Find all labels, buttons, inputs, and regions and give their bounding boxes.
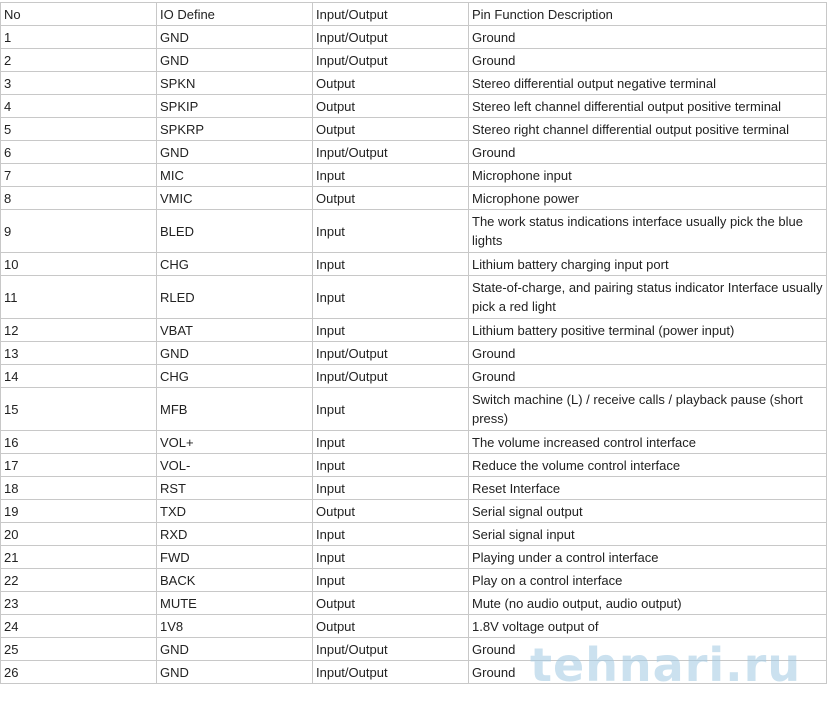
cell-io: GND <box>157 661 313 684</box>
cell-io: MIC <box>157 164 313 187</box>
cell-io: GND <box>157 141 313 164</box>
cell-no: 9 <box>1 210 157 253</box>
cell-desc: Serial signal output <box>469 500 827 523</box>
table-row <box>1 454 827 477</box>
table-row <box>1 210 827 253</box>
cell-io: VMIC <box>157 187 313 210</box>
table-row <box>1 276 827 319</box>
cell-desc: Lithium battery positive terminal (power input) <box>469 319 827 342</box>
cell-dir: Input/Output <box>313 26 469 49</box>
cell-io: GND <box>157 26 313 49</box>
cell-dir: Input <box>313 523 469 546</box>
cell-dir: Input/Output <box>313 342 469 365</box>
table-row <box>1 95 827 118</box>
cell-io: RXD <box>157 523 313 546</box>
cell-no: 4 <box>1 95 157 118</box>
cell-no: 26 <box>1 661 157 684</box>
cell-no: 5 <box>1 118 157 141</box>
cell-desc: Ground <box>469 141 827 164</box>
table-row <box>1 615 827 638</box>
cell-no: 16 <box>1 431 157 454</box>
cell-dir: Input <box>313 319 469 342</box>
cell-no: 20 <box>1 523 157 546</box>
cell-dir: Input <box>313 454 469 477</box>
cell-io: CHG <box>157 365 313 388</box>
cell-desc: Microphone power <box>469 187 827 210</box>
cell-desc: Reduce the volume control interface <box>469 454 827 477</box>
cell-io: VOL- <box>157 454 313 477</box>
pin-table <box>0 2 827 684</box>
cell-io: VBAT <box>157 319 313 342</box>
header-pin-function: Pin Function Description <box>469 3 827 26</box>
cell-io: GND <box>157 638 313 661</box>
table-row <box>1 500 827 523</box>
cell-dir: Input <box>313 253 469 276</box>
cell-no: 3 <box>1 72 157 95</box>
cell-desc: Reset Interface <box>469 477 827 500</box>
table-row <box>1 342 827 365</box>
cell-dir: Output <box>313 187 469 210</box>
cell-dir: Input/Output <box>313 365 469 388</box>
cell-desc: The volume increased control interface <box>469 431 827 454</box>
cell-desc: Stereo differential output negative terminal <box>469 72 827 95</box>
cell-desc: Play on a control interface <box>469 569 827 592</box>
cell-no: 13 <box>1 342 157 365</box>
cell-dir: Input/Output <box>313 49 469 72</box>
cell-dir: Input <box>313 210 469 253</box>
cell-dir: Input/Output <box>313 661 469 684</box>
cell-dir: Output <box>313 592 469 615</box>
cell-desc: Ground <box>469 638 827 661</box>
cell-io: SPKN <box>157 72 313 95</box>
cell-no: 18 <box>1 477 157 500</box>
cell-io: 1V8 <box>157 615 313 638</box>
table-row <box>1 592 827 615</box>
cell-io: RLED <box>157 276 313 319</box>
cell-no: 8 <box>1 187 157 210</box>
cell-io: SPKRP <box>157 118 313 141</box>
cell-desc: 1.8V voltage output of <box>469 615 827 638</box>
header-io-define: IO Define <box>157 3 313 26</box>
cell-dir: Output <box>313 95 469 118</box>
cell-dir: Input <box>313 546 469 569</box>
cell-desc: Microphone input <box>469 164 827 187</box>
cell-no: 6 <box>1 141 157 164</box>
cell-desc: State-of-charge, and pairing status indicator Interface usually pick a red light <box>469 276 827 319</box>
cell-dir: Input <box>313 164 469 187</box>
cell-desc: Ground <box>469 342 827 365</box>
table-row <box>1 118 827 141</box>
cell-no: 11 <box>1 276 157 319</box>
cell-io: CHG <box>157 253 313 276</box>
table-row <box>1 638 827 661</box>
header-row <box>1 3 827 26</box>
cell-no: 19 <box>1 500 157 523</box>
table-row <box>1 72 827 95</box>
cell-no: 12 <box>1 319 157 342</box>
table-row <box>1 49 827 72</box>
cell-dir: Output <box>313 500 469 523</box>
watermark: tehnari.ru <box>530 638 802 692</box>
table-row <box>1 431 827 454</box>
cell-desc: Serial signal input <box>469 523 827 546</box>
cell-io: BACK <box>157 569 313 592</box>
cell-dir: Input <box>313 431 469 454</box>
cell-desc: Lithium battery charging input port <box>469 253 827 276</box>
table-row <box>1 253 827 276</box>
table-row <box>1 26 827 49</box>
cell-no: 25 <box>1 638 157 661</box>
cell-desc: Ground <box>469 49 827 72</box>
table-row <box>1 141 827 164</box>
cell-no: 24 <box>1 615 157 638</box>
cell-desc: Ground <box>469 661 827 684</box>
cell-dir: Input <box>313 276 469 319</box>
cell-io: VOL+ <box>157 431 313 454</box>
cell-desc: Mute (no audio output, audio output) <box>469 592 827 615</box>
cell-no: 22 <box>1 569 157 592</box>
table-row <box>1 477 827 500</box>
cell-desc: Switch machine (L) / receive calls / playback pause (short press) <box>469 388 827 431</box>
table-row <box>1 569 827 592</box>
cell-no: 2 <box>1 49 157 72</box>
cell-desc: Stereo right channel differential output positive terminal <box>469 118 827 141</box>
cell-desc: Stereo left channel differential output positive terminal <box>469 95 827 118</box>
cell-io: MFB <box>157 388 313 431</box>
cell-no: 14 <box>1 365 157 388</box>
cell-desc: Ground <box>469 365 827 388</box>
cell-io: FWD <box>157 546 313 569</box>
cell-no: 15 <box>1 388 157 431</box>
cell-dir: Output <box>313 118 469 141</box>
cell-no: 1 <box>1 26 157 49</box>
cell-io: GND <box>157 49 313 72</box>
table-row <box>1 661 827 684</box>
cell-dir: Input/Output <box>313 141 469 164</box>
table-row <box>1 388 827 431</box>
cell-no: 10 <box>1 253 157 276</box>
table-row <box>1 523 827 546</box>
cell-dir: Output <box>313 72 469 95</box>
cell-desc: The work status indications interface usually pick the blue lights <box>469 210 827 253</box>
cell-dir: Input <box>313 388 469 431</box>
table-row <box>1 546 827 569</box>
cell-dir: Input/Output <box>313 638 469 661</box>
cell-io: RST <box>157 477 313 500</box>
cell-io: MUTE <box>157 592 313 615</box>
table-row <box>1 365 827 388</box>
cell-dir: Input <box>313 569 469 592</box>
cell-io: BLED <box>157 210 313 253</box>
table-row <box>1 164 827 187</box>
cell-dir: Output <box>313 615 469 638</box>
table-row <box>1 187 827 210</box>
cell-no: 21 <box>1 546 157 569</box>
header-input-output: Input/Output <box>313 3 469 26</box>
table-row <box>1 319 827 342</box>
cell-no: 7 <box>1 164 157 187</box>
cell-no: 17 <box>1 454 157 477</box>
cell-io: TXD <box>157 500 313 523</box>
cell-dir: Input <box>313 477 469 500</box>
cell-desc: Ground <box>469 26 827 49</box>
cell-io: GND <box>157 342 313 365</box>
cell-no: 23 <box>1 592 157 615</box>
header-no: No <box>1 3 157 26</box>
cell-io: SPKIP <box>157 95 313 118</box>
cell-desc: Playing under a control interface <box>469 546 827 569</box>
